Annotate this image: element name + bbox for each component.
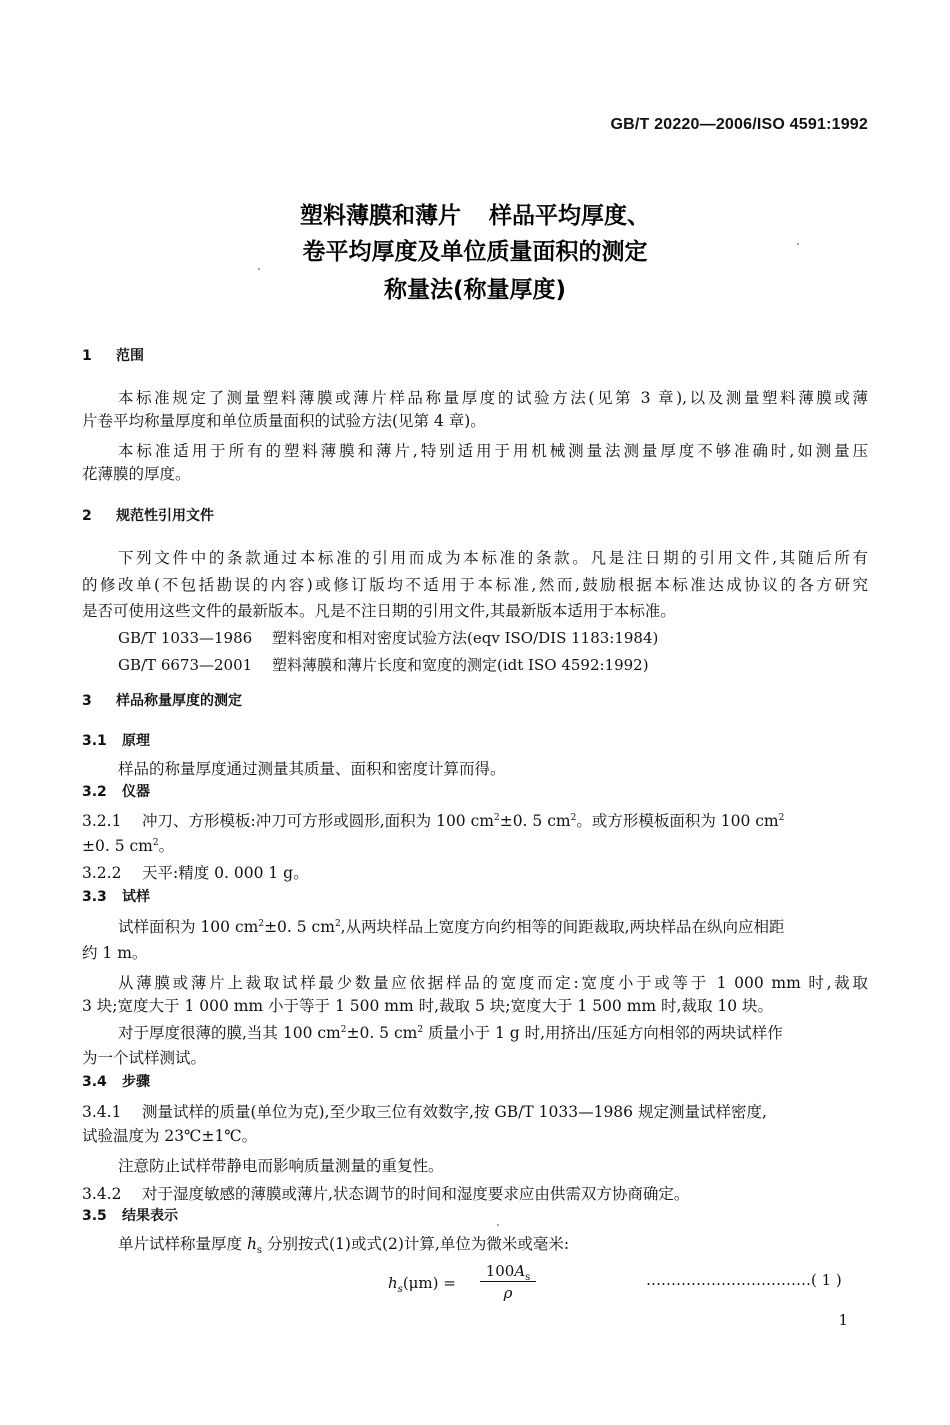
superscript: 2 bbox=[334, 919, 341, 929]
formula-numerator bbox=[480, 1262, 536, 1283]
section-number: 2 bbox=[82, 508, 92, 524]
variable: h bbox=[246, 1235, 257, 1253]
scan-speck bbox=[258, 268, 260, 270]
section-title: 范围 bbox=[116, 348, 144, 364]
clause-3-2-1-line-1 bbox=[82, 810, 868, 832]
formula-lhs bbox=[388, 1274, 456, 1295]
subscript: s bbox=[525, 1272, 531, 1283]
paragraph-line bbox=[118, 1022, 868, 1044]
paragraph-line bbox=[118, 1233, 868, 1255]
coefficient: 100 bbox=[485, 1262, 515, 1280]
text-run: 对于厚度很薄的膜,当其 100 cm bbox=[118, 1024, 341, 1042]
title-line-1b: 样品平均厚度、 bbox=[489, 203, 650, 229]
section-number: 3.5 bbox=[82, 1208, 107, 1224]
text-run: ±0. 5 cm bbox=[264, 918, 335, 936]
section-title: 样品称量厚度的测定 bbox=[116, 693, 242, 709]
paragraph-line: 下列文件中的条款通过本标准的引用而成为本标准的条款。凡是注日期的引用文件,其随后所有 bbox=[118, 549, 868, 567]
superscript: 2 bbox=[778, 813, 785, 823]
formula-unit: (μm) = bbox=[402, 1274, 456, 1292]
normative-reference bbox=[118, 654, 649, 676]
section-number: 1 bbox=[82, 348, 92, 364]
reference-code: GB/T 1033—1986 bbox=[118, 629, 253, 647]
paragraph-line: 约 1 m。 bbox=[82, 944, 148, 962]
reference-code: GB/T 6673—2001 bbox=[118, 656, 253, 674]
subsection-3-1-heading bbox=[82, 730, 150, 752]
clause-3-4-2 bbox=[82, 1183, 868, 1205]
text-run: ±0. 5 cm bbox=[346, 1024, 418, 1042]
clause-text: 天平:精度 0. 000 1 g。 bbox=[142, 864, 309, 882]
section-title: 试样 bbox=[122, 889, 150, 905]
section-number: 3.2 bbox=[82, 784, 107, 800]
clause-3-4-1-line-1 bbox=[82, 1101, 868, 1123]
clause-text: ±0. 5 cm bbox=[82, 837, 153, 855]
subsection-3-4-heading bbox=[82, 1071, 150, 1093]
formula-denominator: ρ bbox=[503, 1284, 513, 1302]
leader-dots: …………………………… bbox=[646, 1271, 811, 1289]
paragraph-line: 本标准规定了测量塑料薄膜或薄片样品称量厚度的试验方法(见第 3 章),以及测量塑料薄膜或薄 bbox=[118, 389, 868, 407]
clause-text: 。或方形模板面积为 100 cm bbox=[576, 812, 779, 830]
paragraph-line: 为一个试样测试。 bbox=[82, 1049, 207, 1067]
standard-number: GB/T 20220—2006/ISO 4591:1992 bbox=[610, 116, 868, 133]
clause-number: 3.4.2 bbox=[82, 1185, 122, 1203]
subscript: s bbox=[256, 1245, 263, 1257]
text-run: 分别按式(1)或式(2)计算,单位为微米或毫米: bbox=[262, 1235, 570, 1253]
title-line-3: 称量法(称量厚度) bbox=[383, 277, 567, 303]
paragraph-line: 花薄膜的厚度。 bbox=[82, 465, 191, 483]
superscript: 2 bbox=[417, 1025, 424, 1035]
paragraph-line: 样品的称量厚度通过测量其质量、面积和密度计算而得。 bbox=[118, 760, 506, 778]
paragraph-line: 的修改单(不包括勘误的内容)或修订版均不适用于本标准,然而,鼓励根据本标准达成协议的各方研究 bbox=[82, 576, 868, 594]
clause-3-2-2 bbox=[82, 862, 868, 884]
title-line-1 bbox=[0, 197, 950, 230]
paragraph-line: 片卷平均称量厚度和单位质量面积的试验方法(见第 4 章)。 bbox=[82, 412, 486, 430]
superscript: 2 bbox=[340, 1025, 347, 1035]
superscript: 2 bbox=[570, 813, 577, 823]
subsection-3-3-heading bbox=[82, 886, 150, 908]
section-number: 3.3 bbox=[82, 889, 107, 905]
clause-number: 3.2.1 bbox=[82, 812, 122, 830]
subscript: s bbox=[397, 1284, 403, 1295]
section-3-heading bbox=[82, 690, 242, 712]
paragraph-line: 本标准适用于所有的塑料薄膜和薄片,特别适用于用机械测量法测量厚度不够准确时,如测量压 bbox=[118, 442, 868, 460]
clause-text: ±0. 5 cm bbox=[499, 812, 571, 830]
title-line-2: 卷平均厚度及单位质量面积的测定 bbox=[302, 239, 648, 265]
clause-text: 测量试样的质量(单位为克),至少取三位有效数字,按 GB/T 1033—1986 规定测量试样密度, bbox=[142, 1103, 767, 1121]
section-title: 步骤 bbox=[122, 1074, 150, 1090]
scan-speck bbox=[797, 243, 799, 245]
clause-number: 3.4.1 bbox=[82, 1103, 122, 1121]
note-line: 注意防止试样带静电而影响质量测量的重复性。 bbox=[118, 1157, 444, 1175]
reference-title: 塑料薄膜和薄片长度和宽度的测定(idt ISO 4592:1992) bbox=[272, 656, 649, 674]
clause-3-2-1-line-2 bbox=[82, 835, 868, 857]
subsection-3-2-heading bbox=[82, 781, 150, 803]
scan-speck bbox=[497, 1224, 499, 1226]
formula-fraction bbox=[480, 1262, 536, 1302]
clause-text: 。 bbox=[158, 837, 175, 855]
text-run: 质量小于 1 g 时,用挤出/压延方向相邻的两块试样作 bbox=[423, 1024, 783, 1042]
variable: h bbox=[388, 1274, 398, 1292]
formula-label bbox=[646, 1271, 842, 1289]
clause-text: 冲刀、方形模板:冲刀可方形或圆形,面积为 100 cm bbox=[142, 812, 494, 830]
section-number: 3.1 bbox=[82, 733, 107, 749]
superscript: 2 bbox=[258, 919, 265, 929]
superscript: 2 bbox=[493, 813, 500, 823]
paragraph-line bbox=[118, 916, 868, 938]
text-run: ,从两块样品上宽度方向约相等的间距裁取,两块样品在纵向应相距 bbox=[340, 918, 785, 936]
section-title: 结果表示 bbox=[122, 1208, 178, 1224]
section-title: 规范性引用文件 bbox=[116, 508, 214, 524]
normative-reference bbox=[118, 627, 658, 649]
reference-title: 塑料密度和相对密度试验方法(eqv ISO/DIS 1183:1984) bbox=[272, 629, 659, 647]
page-number: 1 bbox=[838, 1311, 848, 1329]
clause-number: 3.2.2 bbox=[82, 864, 122, 882]
title-line-1a: 塑料薄膜和薄片 bbox=[300, 203, 461, 229]
subsection-3-5-heading bbox=[82, 1205, 178, 1227]
section-number: 3 bbox=[82, 693, 92, 709]
clause-text: 对于湿度敏感的薄膜或薄片,状态调节的时间和湿度要求应由供需双方协商确定。 bbox=[142, 1185, 690, 1203]
paragraph-line: 从薄膜或薄片上裁取试样最少数量应依据样品的宽度而定:宽度小于或等于 1 000 mm 时,裁取 bbox=[118, 974, 868, 992]
paragraph-line: 3 块;宽度大于 1 000 mm 小于等于 1 500 mm 时,裁取 5 块;宽度大于 1 500 mm 时,裁取 10 块。 bbox=[82, 997, 774, 1015]
section-2-heading bbox=[82, 505, 214, 527]
variable: A bbox=[514, 1262, 526, 1280]
section-number: 3.4 bbox=[82, 1074, 107, 1090]
paragraph-line: 是否可使用这些文件的最新版本。凡是不注日期的引用文件,其最新版本适用于本标准。 bbox=[82, 602, 676, 620]
section-title: 仪器 bbox=[122, 784, 150, 800]
equation-number: ( 1 ) bbox=[811, 1271, 842, 1289]
text-run: 单片试样称量厚度 bbox=[118, 1235, 247, 1253]
superscript: 2 bbox=[152, 838, 159, 848]
section-1-heading bbox=[82, 345, 144, 367]
section-title: 原理 bbox=[122, 733, 150, 749]
text-run: 试样面积为 100 cm bbox=[118, 918, 259, 936]
clause-3-4-1-line-2: 试验温度为 23℃±1℃。 bbox=[82, 1127, 258, 1145]
